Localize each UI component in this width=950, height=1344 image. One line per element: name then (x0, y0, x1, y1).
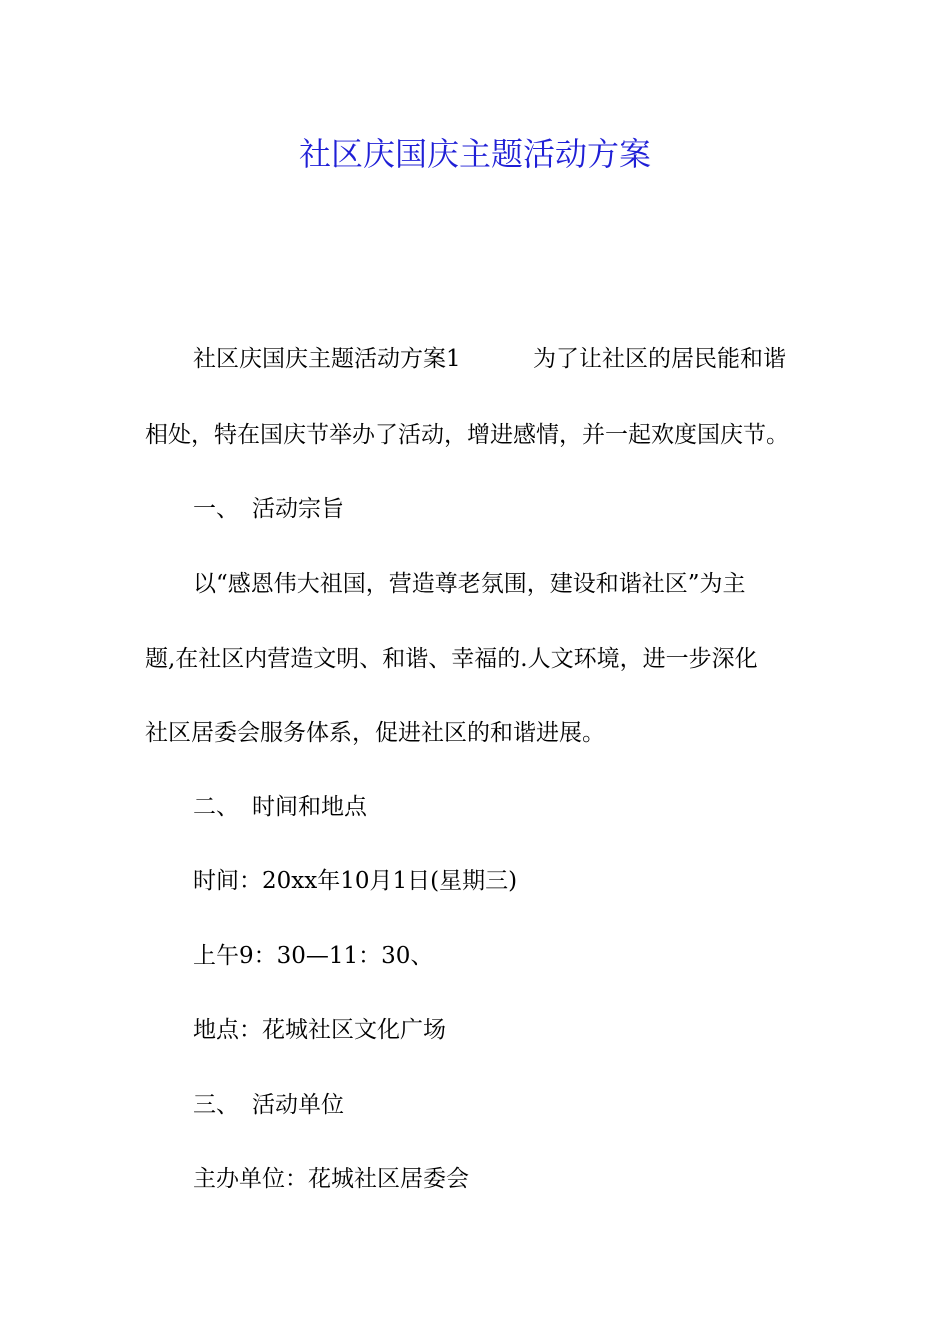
organizer-line: 主办单位：花城社区居委会 (193, 1166, 469, 1192)
section-2-heading: 时间和地点 (252, 794, 367, 820)
paragraph-intro-end: 相处，特在国庆节举办了活动，增进感情，并一起欢度国庆节。 (145, 422, 789, 448)
section-3-heading: 活动单位 (252, 1092, 344, 1118)
document-title: 社区庆国庆主题活动方案 (298, 135, 651, 173)
purpose-line-2: 题,在社区内营造文明、和谐、幸福的.人文环境，进一步深化 (145, 646, 758, 672)
section-2-number: 二、 (193, 794, 239, 820)
paragraph-intro-heading: 社区庆国庆主题活动方案1 (193, 346, 461, 372)
section-3-number: 三、 (193, 1092, 239, 1118)
purpose-line-3: 社区居委会服务体系，促进社区的和谐进展。 (145, 720, 605, 746)
event-date: 时间：20xx年10月1日(星期三) (193, 868, 518, 894)
section-1-heading: 活动宗旨 (252, 496, 344, 522)
purpose-line-1: 以“感恩伟大祖国，营造尊老氛围，建设和谐社区”为主 (193, 571, 746, 597)
event-location: 地点：花城社区文化广场 (193, 1017, 446, 1043)
event-time: 上午9：30—11：30、 (193, 943, 434, 969)
paragraph-intro-start: 为了让社区的居民能和谐 (533, 346, 786, 372)
section-1-number: 一、 (193, 496, 239, 522)
